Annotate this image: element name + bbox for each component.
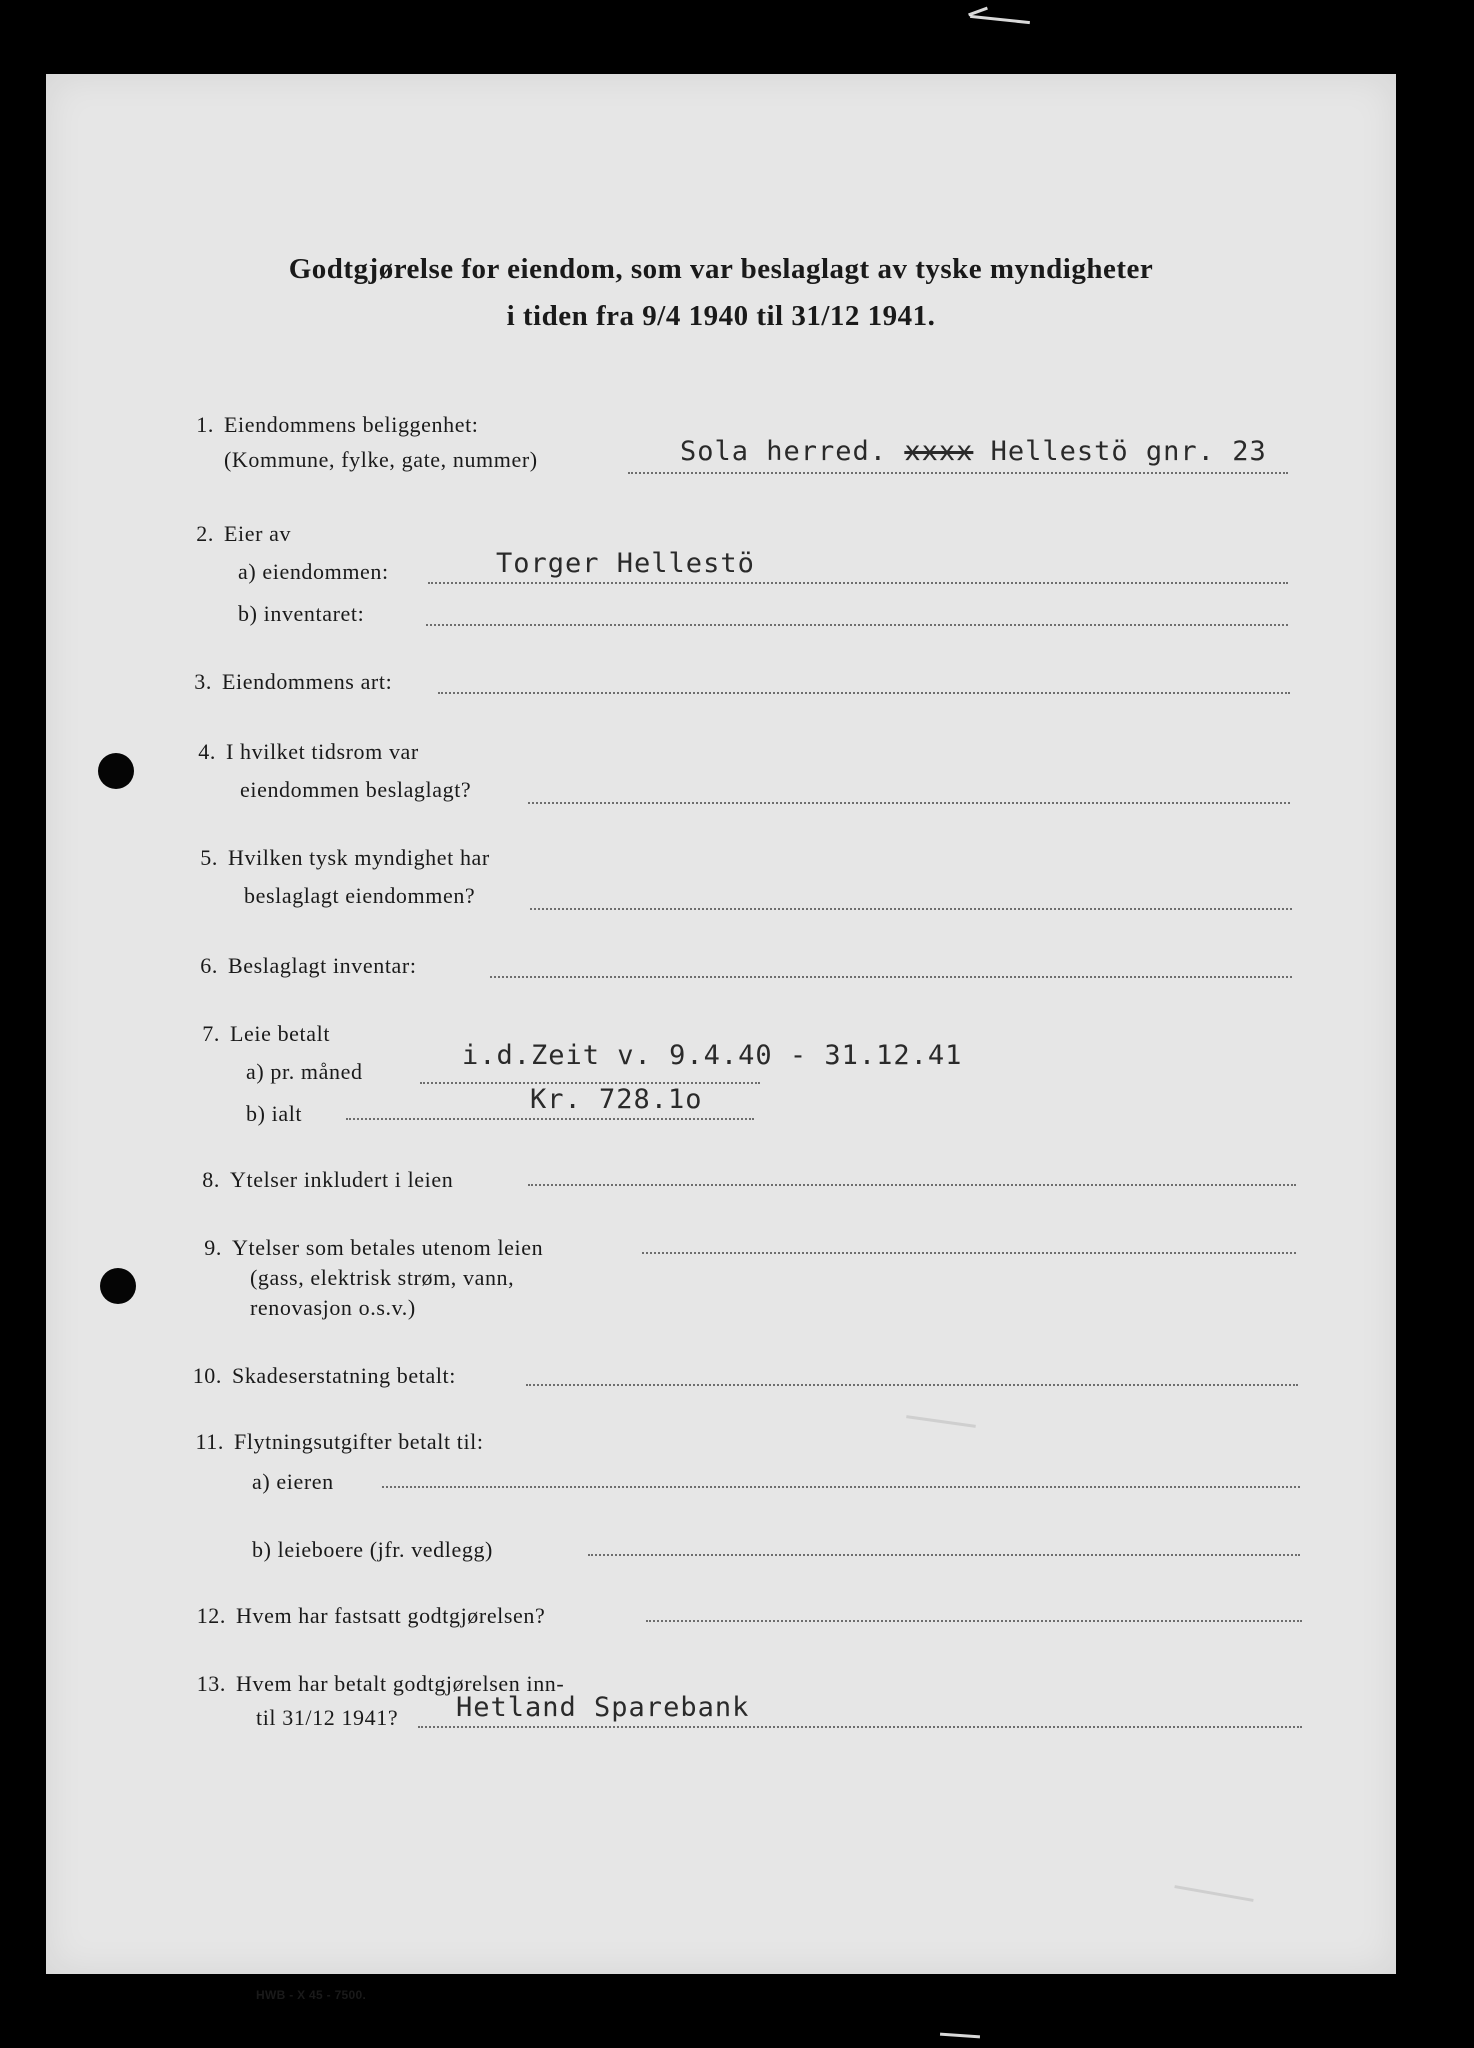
- item-label: Leie betalt: [230, 1021, 331, 1046]
- item-4-sub: [240, 776, 471, 804]
- item-5-sub: [244, 882, 475, 910]
- scan-scratch: [970, 15, 1030, 24]
- scan-scratch: [1174, 1885, 1253, 1902]
- answer-line: [526, 1384, 1298, 1386]
- item-number: 12.: [196, 1603, 226, 1628]
- item-label: (gass, elektrisk strøm, vann,: [250, 1265, 515, 1290]
- item-9-sub2: [250, 1294, 416, 1322]
- item-number: 1.: [196, 412, 214, 437]
- answer-line: [646, 1620, 1302, 1622]
- struck-text: xxxx: [904, 436, 974, 467]
- punch-hole-bottom: [100, 1268, 136, 1304]
- document-page: [46, 74, 1396, 2002]
- item-label: b) ialt: [246, 1101, 303, 1126]
- item-label: Flytningsutgifter betalt til:: [234, 1429, 484, 1454]
- item-9-sub: [250, 1264, 514, 1292]
- item-label: Ytelser inkludert i leien: [230, 1167, 454, 1192]
- item-number: 9.: [204, 1235, 222, 1260]
- item-13-sub: [256, 1704, 398, 1732]
- answer-line: [346, 1118, 754, 1120]
- item-label: Hvem har fastsatt godtgjørelsen?: [236, 1603, 546, 1628]
- item-11a: [252, 1468, 334, 1496]
- item-label: Eier av: [224, 521, 292, 546]
- item-number: 2.: [196, 521, 214, 546]
- item-label: b) leieboere (jfr. vedlegg): [252, 1537, 493, 1562]
- item-number: 10.: [192, 1363, 222, 1388]
- item-label: til 31/12 1941?: [256, 1705, 399, 1730]
- item-number: 5.: [200, 845, 218, 870]
- item-label: Beslaglagt inventar:: [228, 953, 417, 978]
- item-11b: [252, 1536, 493, 1564]
- item-label: Eiendommens beliggenhet:: [224, 412, 479, 437]
- answer-line: [628, 472, 1288, 474]
- answer-text: [680, 436, 1267, 467]
- item-number: 7.: [202, 1021, 220, 1046]
- item-label: a) pr. måned: [246, 1059, 363, 1084]
- item-7b: [246, 1100, 302, 1128]
- scan-scratch: [940, 2033, 980, 2039]
- item-number: 8.: [202, 1167, 220, 1192]
- item-label: a) eiendommen:: [238, 559, 389, 584]
- answer-text: i.d.Zeit v. 9.4.40 - 31.12.41: [462, 1040, 963, 1071]
- item-label: I hvilket tidsrom var: [226, 739, 419, 764]
- answer-line: [426, 624, 1288, 626]
- answer-line: [438, 692, 1290, 694]
- item-label: a) eieren: [252, 1469, 334, 1494]
- answer-part: Hellestö gnr. 23: [973, 436, 1267, 467]
- answer-line: [428, 582, 1288, 584]
- answer-line: [382, 1486, 1300, 1488]
- item-2a: [238, 558, 389, 586]
- item-label: b) inventaret:: [238, 601, 365, 626]
- item-number: 6.: [200, 953, 218, 978]
- item-7a: [246, 1058, 363, 1086]
- title-line-1: Godtgjørelse for eiendom, som var beslaglagt av tyske myndigheter: [288, 253, 1154, 285]
- item-label: Ytelser som betales utenom leien: [232, 1235, 544, 1260]
- item-label: Hvem har betalt godtgjørelsen inn-: [236, 1671, 565, 1696]
- punch-hole-top: [98, 753, 134, 789]
- item-number: 11.: [195, 1429, 224, 1454]
- item-1-sub: [224, 446, 538, 474]
- item-label: renovasjon o.s.v.): [250, 1295, 416, 1320]
- scan-scratch: [906, 1415, 976, 1428]
- item-2b: [238, 600, 364, 628]
- answer-text: Torger Hellestö: [496, 548, 755, 579]
- form-code: HWB - X 45 - 7500.: [256, 1988, 367, 2002]
- item-label: beslaglagt eiendommen?: [244, 883, 476, 908]
- answer-text: Hetland Sparebank: [456, 1692, 750, 1723]
- document-title: [46, 246, 1396, 340]
- item-label: eiendommen beslaglagt?: [240, 777, 472, 802]
- item-label: Skadeserstatning betalt:: [232, 1363, 456, 1388]
- answer-line: [528, 802, 1290, 804]
- item-label: (Kommune, fylke, gate, nummer): [224, 447, 538, 472]
- item-label: Hvilken tysk myndighet har: [228, 845, 490, 870]
- answer-line: [530, 908, 1292, 910]
- item-number: 3.: [194, 669, 212, 694]
- answer-line: [528, 1184, 1296, 1186]
- answer-part: Sola herred.: [680, 436, 905, 467]
- answer-line: [588, 1554, 1300, 1556]
- item-label: Eiendommens art:: [222, 669, 393, 694]
- answer-line: [642, 1252, 1296, 1254]
- title-line-2: i tiden fra 9/4 1940 til 31/12 1941.: [506, 300, 936, 332]
- answer-text: Kr. 728.1o: [530, 1084, 703, 1115]
- item-number: 13.: [196, 1671, 226, 1696]
- answer-line: [418, 1726, 1302, 1728]
- item-number: 4.: [198, 739, 216, 764]
- answer-line: [490, 976, 1292, 978]
